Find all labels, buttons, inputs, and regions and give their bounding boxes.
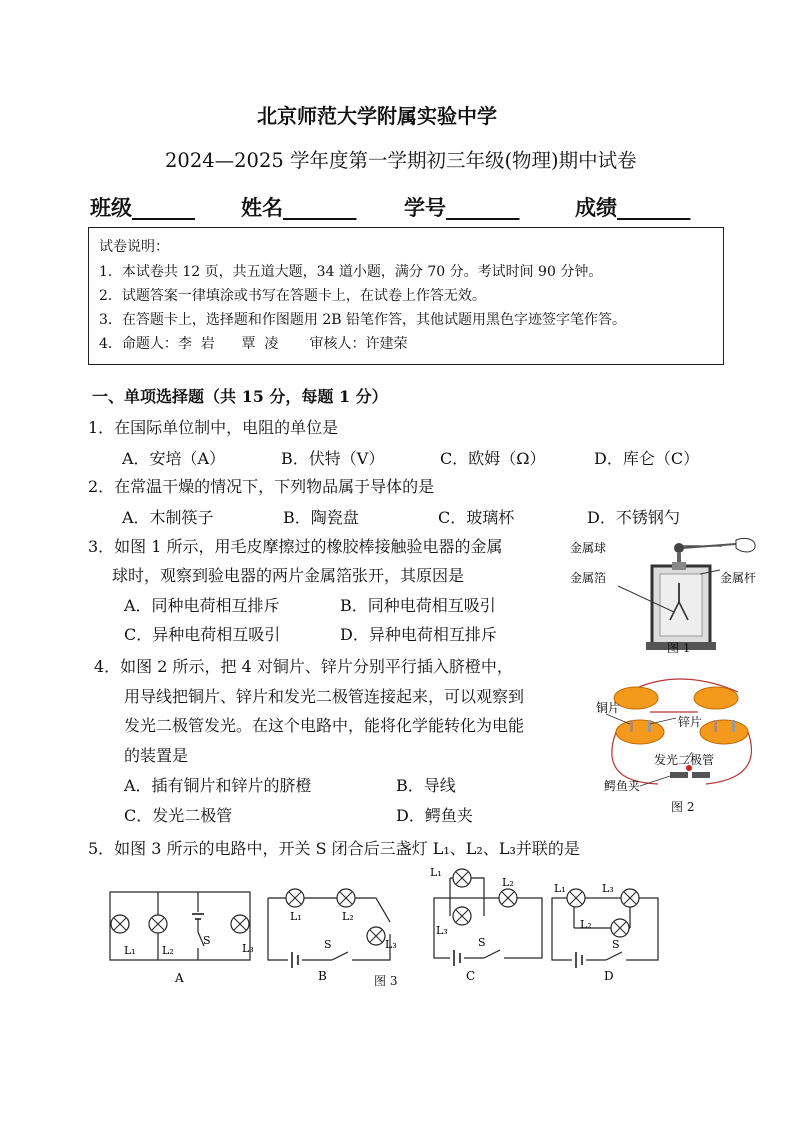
circuit-b bbox=[268, 889, 397, 983]
question-4-stem: 发光二极管发光。在这个电路中，能将化学能转化为电能 bbox=[124, 716, 525, 735]
q1-option-b: B．伏特（V） bbox=[281, 449, 385, 468]
q1-option-a: A．安培（A） bbox=[122, 449, 226, 468]
label-l3: L₃ bbox=[385, 938, 397, 951]
label-l3: L₃ bbox=[436, 924, 448, 937]
score-field: 成绩_______ bbox=[575, 195, 691, 220]
alligator-clip-icon bbox=[670, 772, 688, 778]
q2-option-b: B．陶瓷盘 bbox=[283, 508, 359, 527]
q3-option-d: D．异种电荷相互排斥 bbox=[340, 625, 497, 644]
panel-label-c: C bbox=[466, 969, 476, 983]
orange-half bbox=[614, 687, 658, 709]
section-title: 一、单项选择题（共 15 分，每题 1 分） bbox=[92, 387, 388, 406]
label-s: S bbox=[612, 938, 620, 951]
figure-3-caption: 图 3 bbox=[374, 974, 398, 988]
label-l2: L₂ bbox=[580, 918, 592, 931]
label-s: S bbox=[324, 938, 332, 951]
question-4-stem: 的装置是 bbox=[124, 746, 189, 765]
instructions-title: 试卷说明： bbox=[99, 239, 169, 255]
label-s: S bbox=[203, 934, 211, 947]
panel-label-d: D bbox=[604, 969, 614, 983]
q2-option-d: D．不锈钢勺 bbox=[587, 508, 680, 527]
label-l2: L₂ bbox=[162, 944, 174, 957]
student-id-field: 学号_______ bbox=[404, 195, 520, 220]
circuit-a bbox=[110, 892, 254, 985]
q2-option-a: A．木制筷子 bbox=[122, 508, 214, 527]
label-l1: L₁ bbox=[554, 882, 566, 895]
circuit-c bbox=[430, 866, 542, 983]
class-field: 班级______ bbox=[90, 195, 195, 220]
figure-2-caption: 图 2 bbox=[671, 800, 695, 814]
instruction-line: 2．试题答案一律填涂或书写在答题卡上，在试卷上作答无效。 bbox=[99, 288, 486, 304]
label-l2: L₂ bbox=[342, 910, 354, 923]
q3-option-a: A．同种电荷相互排斥 bbox=[124, 596, 280, 615]
label-l1: L₁ bbox=[290, 910, 302, 923]
label-s: S bbox=[478, 936, 486, 949]
label-clip: 鳄鱼夹 bbox=[604, 779, 641, 793]
label-l1: L₁ bbox=[430, 866, 442, 879]
question-4-stem: 用导线把铜片、锌片和发光二极管连接起来，可以观察到 bbox=[124, 687, 525, 706]
instruction-line: 4．命题人：李 岩 覃 凌 审核人：许建荣 bbox=[99, 336, 408, 352]
q4-option-a: A．插有铜片和锌片的脐橙 bbox=[124, 776, 312, 795]
label-l3: L₃ bbox=[242, 942, 254, 955]
figure-2-orange-battery bbox=[588, 672, 768, 800]
name-field: 姓名_______ bbox=[241, 195, 357, 220]
q1-option-c: C．欧姆（Ω） bbox=[440, 449, 546, 468]
question-1-stem: 1．在国际单位制中，电阻的单位是 bbox=[88, 418, 339, 437]
label-copper: 铜片 bbox=[596, 701, 621, 715]
label-led: 发光二极管 bbox=[654, 753, 715, 767]
question-3-stem: 球时，观察到验电器的两片金属箔张开，其原因是 bbox=[112, 566, 465, 585]
instruction-line: 3．在答题卡上，选择题和作图题用 2B 铅笔作答，其他试题用黑色字迹签字笔作答。 bbox=[99, 312, 627, 328]
question-4-stem: 4．如图 2 所示，把 4 对铜片、锌片分别平行插入脐橙中， bbox=[94, 657, 513, 676]
label-zinc: 锌片 bbox=[678, 715, 703, 729]
panel-label-a: A bbox=[175, 971, 184, 985]
figure-1-electroscope bbox=[560, 530, 770, 660]
label-metal-foil: 金属箔 bbox=[570, 571, 607, 585]
label-l3: L₃ bbox=[602, 882, 614, 895]
hand-icon bbox=[736, 538, 755, 552]
label-l2: L₂ bbox=[502, 876, 514, 889]
circuit-d bbox=[552, 882, 658, 983]
question-2-stem: 2．在常温干燥的情况下，下列物品属于导体的是 bbox=[88, 477, 435, 496]
orange-half bbox=[694, 687, 738, 709]
q2-option-c: C．玻璃杯 bbox=[438, 508, 515, 527]
label-metal-rod: 金属杆 bbox=[720, 571, 757, 585]
label-l1: L₁ bbox=[124, 944, 136, 957]
q4-option-b: B．导线 bbox=[396, 776, 456, 795]
alligator-clip-icon bbox=[692, 772, 710, 778]
orange-half bbox=[700, 720, 748, 744]
exam-title: 2024—2025 学年度第一学期初三年级(物理)期中试卷 bbox=[165, 149, 637, 172]
metal-ball bbox=[674, 543, 684, 553]
q4-option-d: D．鳄鱼夹 bbox=[396, 806, 473, 825]
insulator-cap bbox=[672, 562, 686, 570]
figure-1-caption: 图 1 bbox=[667, 641, 691, 655]
label-metal-ball: 金属球 bbox=[570, 541, 607, 555]
q1-option-d: D．库仑（C） bbox=[594, 449, 700, 468]
q3-option-b: B．同种电荷相互吸引 bbox=[340, 596, 496, 615]
instructions-box bbox=[88, 227, 724, 365]
q4-option-c: C．发光二极管 bbox=[124, 806, 233, 825]
student-info-line bbox=[90, 192, 691, 222]
panel-label-b: B bbox=[318, 969, 327, 983]
orange-half bbox=[616, 720, 664, 744]
school-name: 北京师范大学附属实验中学 bbox=[257, 104, 497, 128]
q3-option-c: C．异种电荷相互吸引 bbox=[124, 625, 281, 644]
question-3-stem: 3．如图 1 所示，用毛皮摩擦过的橡胶棒接触验电器的金属 bbox=[88, 537, 503, 556]
instruction-line: 1．本试卷共 12 页，共五道大题，34 道小题，满分 70 分。考试时间 90 分钟。 bbox=[99, 264, 603, 280]
question-5-stem: 5．如图 3 所示的电路中，开关 S 闭合后三盏灯 L₁、L₂、L₃并联的是 bbox=[88, 839, 580, 858]
